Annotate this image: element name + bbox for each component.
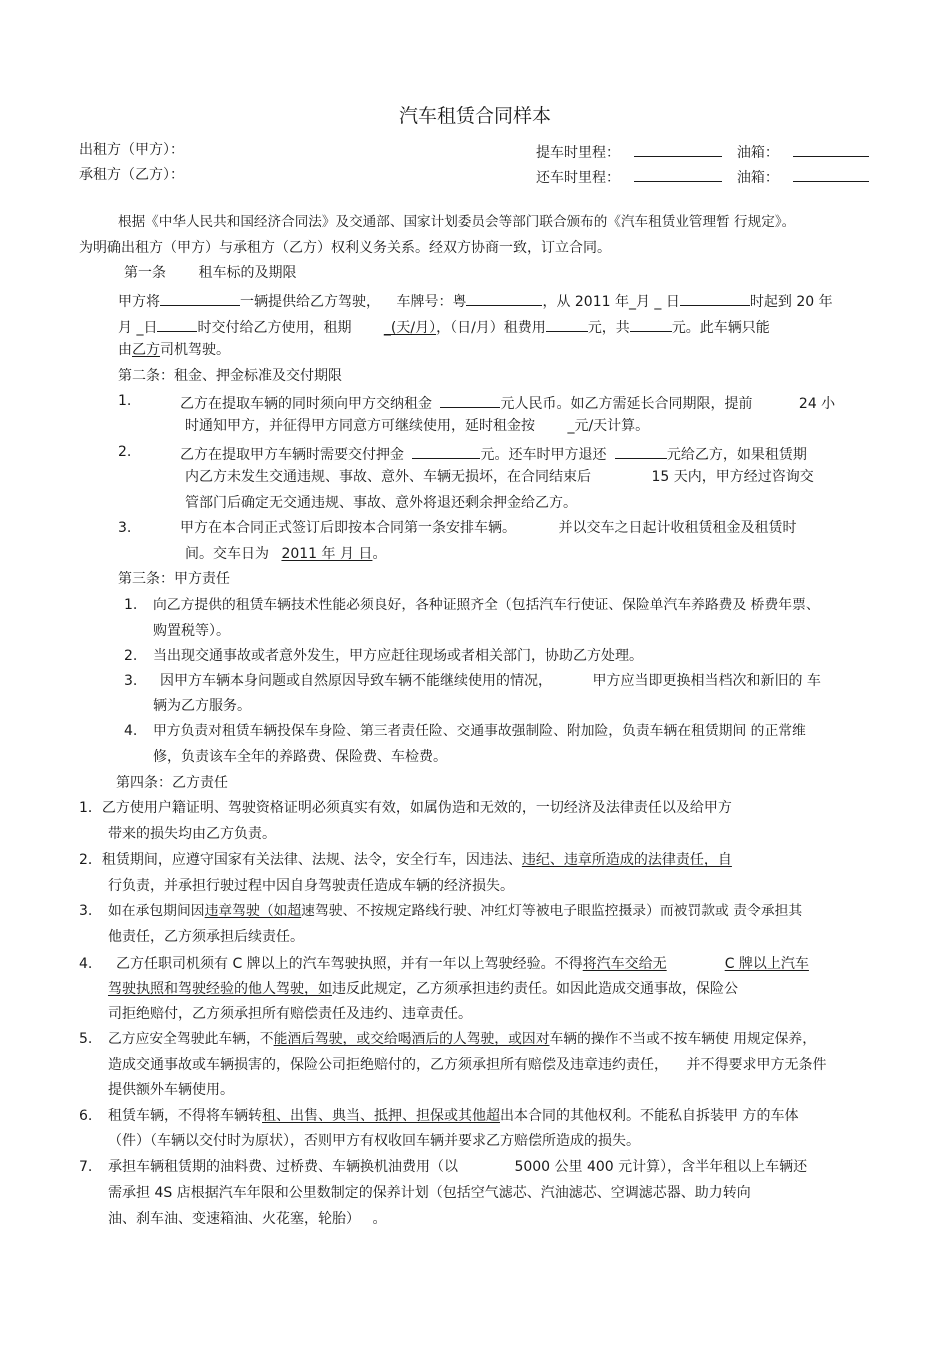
text: 2．租赁期间，应遵守国家有关法律、法规、法令，安全行车，因违法、 xyxy=(79,852,522,868)
article-3-item-1-line-2: 购置税等）。 xyxy=(153,623,230,639)
text: 内乙方未发生交通违规、事故、意外、车辆无损坏，在合同结束后 xyxy=(185,469,591,485)
pickup-mileage-field xyxy=(536,141,869,162)
article-2-item-3-line-2 xyxy=(185,545,386,563)
article-4-item-7-line-1 xyxy=(108,1158,807,1176)
pickup-mileage-blank[interactable] xyxy=(634,141,722,157)
text: 乙方在提取甲方车辆时需要交付押金 xyxy=(180,447,404,463)
text: 出本合同的其他权利。不能私自拆装甲 方的车体 xyxy=(500,1108,799,1124)
article-4-item-4-line-1 xyxy=(116,955,809,973)
article-2-item-2-line-2 xyxy=(185,468,814,486)
text: 月 _日 xyxy=(118,320,158,336)
text: 能酒后驾驶，或交给喝酒后的人驾驶，或因对 xyxy=(273,1031,550,1047)
return-fuel-label: 油箱： xyxy=(736,170,779,186)
article-1-line-1 xyxy=(118,290,833,311)
article-4-item-5-line-1 xyxy=(108,1030,816,1048)
lessor-label: 出租方（甲方）： xyxy=(79,142,184,158)
pickup-mileage-label: 提车时里程： xyxy=(536,145,620,161)
rental-period-unit: _(天/月） xyxy=(383,320,437,336)
return-mileage-field xyxy=(536,166,869,187)
text: C 牌以上汽车 xyxy=(724,956,809,972)
article-4-item-5-number: 5. xyxy=(79,1031,93,1047)
article-4-item-4-line-3: 司拒绝赔付，乙方须承担所有赔偿责任及违约、违章责任。 xyxy=(108,1006,472,1022)
text: 乙方任职司机须有 C 牌以上的汽车驾驶执照，并有一年以上驾驶经验。不得 xyxy=(116,956,583,972)
end-time-blank[interactable] xyxy=(157,316,197,332)
text: 一辆提供给乙方驾驶， xyxy=(240,294,380,310)
text: 并不得要求甲方无条件 xyxy=(686,1057,827,1073)
article-1-heading xyxy=(124,264,296,282)
article-2-item-2-number: 2. xyxy=(118,444,132,460)
article-1-number: 第一条 xyxy=(124,265,166,281)
text: 车辆的操作不当或不按车辆使 用规定保养， xyxy=(549,1031,817,1047)
text: 将汽车交给无 xyxy=(582,956,667,972)
text: 元。此车辆只能 xyxy=(671,320,770,336)
plate-number-blank[interactable] xyxy=(466,290,542,306)
pickup-fuel-label: 油箱： xyxy=(736,145,779,161)
article-3-item-4-line-2: 修，负责该车全年的养路费、保险费、车检费。 xyxy=(153,749,447,765)
deposit-refund-blank[interactable] xyxy=(615,443,667,459)
plate-label: 车牌号：粤 xyxy=(396,294,467,310)
article-3-item-2-number: 2. xyxy=(124,648,138,664)
lessee-label: 承租方（乙方）： xyxy=(79,167,184,183)
text: 承担车辆租赁期的油料费、过桥费、车辆换机油费用（以 xyxy=(108,1159,458,1175)
text: 间。交车日为 xyxy=(185,546,269,562)
article-1-line-3 xyxy=(118,341,230,359)
article-2-item-3-number: 3. xyxy=(118,520,132,536)
article-2-item-1-line-2 xyxy=(185,417,649,435)
text: 时交付给乙方使用，租期 xyxy=(197,320,352,336)
text: 并以交车之日起计收租赁租金及租赁时 xyxy=(558,520,797,536)
intro-line-2: 为明确出租方（甲方）与承租方（乙方）权利义务关系。经双方协商一致，订立合同。 xyxy=(79,240,611,256)
return-fuel-blank[interactable] xyxy=(793,166,869,182)
article-3-item-1-line-1: 向乙方提供的租赁车辆技术性能必须良好，各种证照齐全（包括汽车行使证、保险单汽车养路费及 桥费年票、 xyxy=(153,597,820,613)
rental-total-blank[interactable] xyxy=(630,316,672,332)
article-3-item-4-number: 4. xyxy=(124,723,138,739)
text: 油、刹车油、变速箱油、火花塞，轮胎） xyxy=(108,1211,360,1227)
article-2-item-3-line-1 xyxy=(180,519,796,537)
article-2-item-1-number: 1. xyxy=(118,393,132,409)
article-4-item-4-line-2 xyxy=(108,980,738,998)
article-4-item-7-number: 7. xyxy=(79,1159,93,1175)
article-4-item-3-line-1 xyxy=(108,902,802,920)
text: 15 天内，甲方经过咨询交 xyxy=(651,469,814,485)
article-3-item-3-line-1 xyxy=(160,672,821,690)
article-3-item-3-line-2: 辆为乙方服务。 xyxy=(153,698,251,714)
text: 驾驶执照和驾驶经验的他人驾驶，如 xyxy=(108,981,332,997)
article-4-item-5-line-2 xyxy=(108,1056,826,1074)
article-4-item-5-line-3: 提供额外车辆使用。 xyxy=(108,1082,234,1098)
rental-rate-blank[interactable] xyxy=(546,316,588,332)
article-2-item-2-line-1 xyxy=(180,443,807,464)
pickup-fuel-blank[interactable] xyxy=(793,141,869,157)
article-4-item-6-line-1 xyxy=(108,1107,798,1125)
text: 元给乙方，如果租赁期 xyxy=(666,447,807,463)
return-mileage-blank[interactable] xyxy=(634,166,722,182)
text: 速驾驶、不按规定路线行驶、冲红灯等被电子眼监控摄录）而被罚款或 责令承担其 xyxy=(301,903,803,919)
text: 由 xyxy=(118,342,132,358)
text: 司机驾驶。 xyxy=(160,342,230,358)
text: 时起到 20 年 xyxy=(749,294,833,310)
return-mileage-label: 还车时里程： xyxy=(536,170,620,186)
text: 。 xyxy=(372,546,387,562)
text: ，（日/月）租费用 xyxy=(436,320,546,336)
text: 甲方在本合同正式签订后即按本合同第一条安排车辆。 xyxy=(180,520,516,536)
text: 24 小 xyxy=(798,396,836,412)
start-time-blank[interactable] xyxy=(680,290,750,306)
rent-amount-blank[interactable] xyxy=(440,392,500,408)
deposit-amount-blank[interactable] xyxy=(412,443,480,459)
article-4-item-4-number: 4. xyxy=(79,956,93,972)
text: 违反此规定，乙方须承担违约责任。如因此造成交通事故，保险公 xyxy=(332,981,738,997)
article-2-item-2-line-3: 管部门后确定无交通违规、事故、意外将退还剩余押金给乙方。 xyxy=(185,495,577,511)
text: 甲方将 xyxy=(118,294,160,310)
text: 。 xyxy=(372,1211,387,1227)
text: _元/天计算。 xyxy=(567,418,650,434)
text: 租、出售、典当、抵押、担保或其他超 xyxy=(262,1108,500,1124)
article-4-item-2-line-1 xyxy=(79,851,732,869)
article-3-item-4-line-1: 甲方负责对租赁车辆投保车身险、第三者责任险、交通事故强制险、附加险，负责车辆在租赁期间 的正常维 xyxy=(153,723,806,739)
driver-party: 乙方 xyxy=(132,342,160,358)
article-4-item-2-line-2: 行负责，并承担行驶过程中因自身驾驶责任造成车辆的经济损失。 xyxy=(108,878,514,894)
text: 元，共 xyxy=(587,320,630,336)
text: 时通知甲方，并征得甲方同意方可继续使用，延时租金按 xyxy=(185,418,535,434)
article-2-item-1-line-1 xyxy=(180,392,835,413)
text: 如在承包期间因 xyxy=(108,903,205,919)
text: 违纪、违章所造成的法律责任，自 xyxy=(521,852,732,868)
article-4-item-7-line-3 xyxy=(108,1210,386,1228)
text: ，从 2011 年_月 _ 日 xyxy=(542,294,680,310)
article-4-item-6-line-2: （件）（车辆以交付时为原状），否则甲方有权收回车辆并要求乙方赔偿所造成的损失。 xyxy=(108,1133,640,1149)
article-4-heading: 第四条：乙方责任 xyxy=(116,775,228,791)
article-3-item-3-number: 3. xyxy=(124,673,138,689)
text: 元人民币。如乙方需延长合同期限，提前 xyxy=(500,396,753,412)
article-2-heading: 第二条：租金、押金标准及交付期限 xyxy=(118,368,342,384)
article-3-item-1-number: 1. xyxy=(124,597,138,613)
article-3-item-2-line-1: 当出现交通事故或者意外发生，甲方应赶往现场或者相关部门，协助乙方处理。 xyxy=(153,648,643,664)
article-1-line-2 xyxy=(118,316,770,337)
article-4-item-1-line-1: 1．乙方使用户籍证明、驾驶资格证明必须真实有效，如属伪造和无效的，一切经济及法律责任以及给甲方 xyxy=(79,800,732,816)
text: 乙方应安全驾驶此车辆，不 xyxy=(108,1031,274,1047)
document-title: 汽车租赁合同样本 xyxy=(398,105,551,127)
text: 因甲方车辆本身问题或自然原因导致车辆不能继续使用的情况， xyxy=(160,673,552,689)
article-3-heading: 第三条：甲方责任 xyxy=(118,571,230,587)
text: 甲方应当即更换相当档次和新旧的 车 xyxy=(592,673,821,689)
article-4-item-7-line-2: 需承担 4S 店根据汽车年限和公里数制定的保养计划（包括空气滤芯、汽油滤芯、空调滤芯器、助力转向 xyxy=(108,1185,751,1201)
delivery-date: 2011 年 月 日 xyxy=(281,546,373,562)
intro-line-1: 根据《中华人民共和国经济合同法》及交通部、国家计划委员会等部门联合颁布的《汽车租赁业管理暂 行规定》。 xyxy=(118,214,796,230)
text: 5000 公里 400 元计算），含半年租以上车辆还 xyxy=(514,1159,808,1175)
text: 乙方在提取车辆的同时须向甲方交纳租金 xyxy=(180,396,432,412)
text: 元。还车时甲方退还 xyxy=(480,447,607,463)
car-model-blank[interactable] xyxy=(160,290,240,306)
text: 违章驾驶（如超 xyxy=(204,903,302,919)
article-4-item-6-number: 6. xyxy=(79,1108,93,1124)
article-1-title: 租车标的及期限 xyxy=(198,265,297,281)
text: 造成交通事故或车辆损害的，保险公司拒绝赔付的，乙方须承担所有赔偿及违章违约责任， xyxy=(108,1057,668,1073)
article-4-item-3-line-2: 他责任，乙方须承担后续责任。 xyxy=(108,929,304,945)
text: 租赁车辆，不得将车辆转 xyxy=(108,1108,262,1124)
article-4-item-1-line-2: 带来的损失均由乙方负责。 xyxy=(108,826,276,842)
article-4-item-3-number: 3. xyxy=(79,903,93,919)
